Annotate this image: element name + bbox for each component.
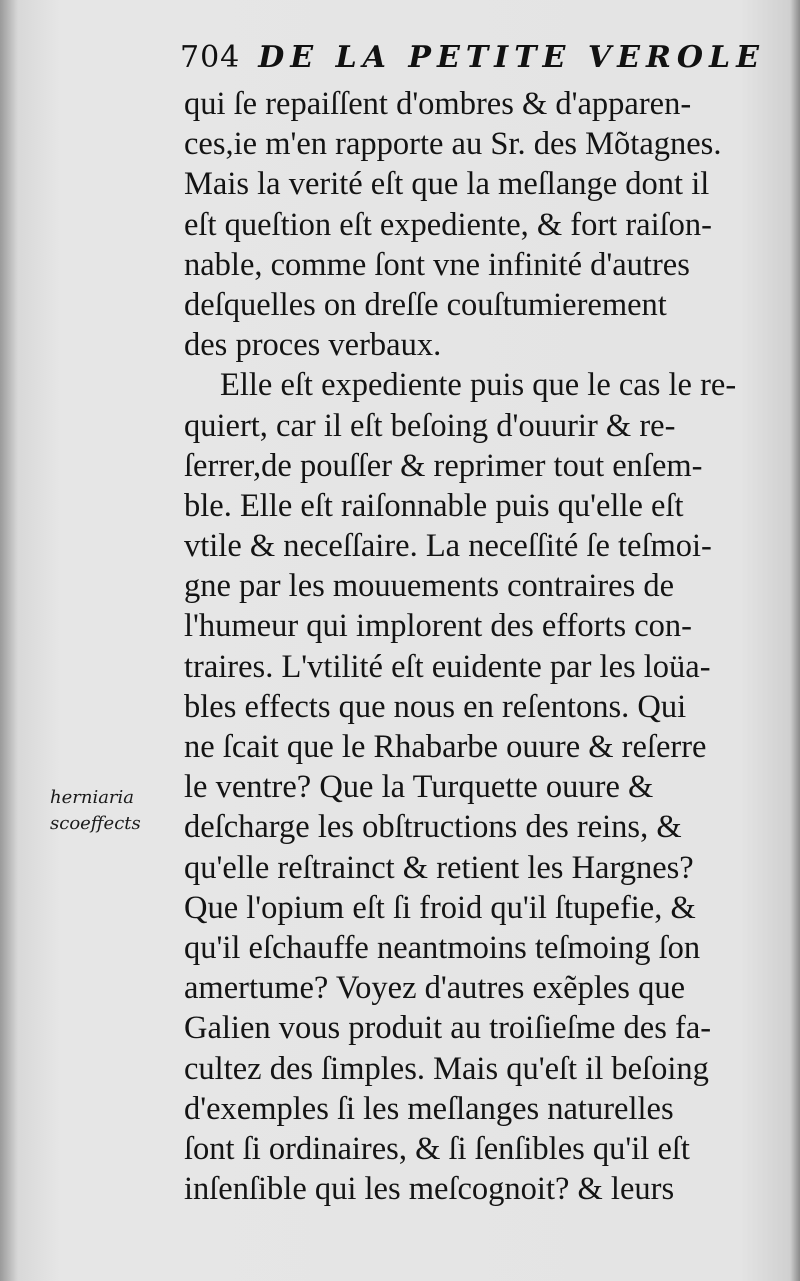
paragraph-first-line: Elle eſt expediente puis que le cas le re- bbox=[220, 367, 737, 404]
text-line: Galien vous produit au troiſieſme des fa- bbox=[184, 1010, 712, 1047]
text-line: l'humeur qui implorent des efforts con- bbox=[184, 608, 692, 645]
text-line: deſcharge les obſtructions des reins, & bbox=[184, 809, 682, 846]
text-line: d'exemples ſi les meſlanges naturelles bbox=[184, 1090, 674, 1127]
text-line: ne ſcait que le Rhabarbe ouure & reſerre bbox=[184, 729, 707, 765]
marginal-handwritten-note bbox=[50, 785, 180, 837]
text-line: qu'il eſchauffe neantmoins teſmoing ſon bbox=[184, 929, 701, 966]
text-line: le ventre? Que la Turquette ouure & bbox=[184, 769, 654, 806]
text-line: vtile & neceſſaire. La neceſſité ſe teſmoi- bbox=[184, 528, 712, 565]
text-line: des proces verbaux. bbox=[184, 327, 442, 364]
page-number: 704 bbox=[180, 40, 241, 75]
text-line: Mais la verité eſt que la meſlange dont il bbox=[184, 166, 710, 203]
text-line: ſerrer,de pouſſer & reprimer tout enſem- bbox=[184, 447, 703, 484]
text-line: qui ſe repaiſſent d'ombres & d'apparen- bbox=[184, 86, 692, 122]
text-line: nable, comme ſont vne infinité d'autres bbox=[184, 246, 690, 283]
text-line: gne par les mouuements contraires de bbox=[184, 568, 675, 605]
text-line: deſquelles on dreſſe couſtumierement bbox=[184, 286, 667, 323]
text-line: eſt queſtion eſt expediente, & fort raiſon- bbox=[184, 206, 712, 243]
text-line: quiert, car il eſt beſoing d'ouurir & re- bbox=[184, 407, 676, 444]
text-line: inſenſible qui les meſcognoit? & leurs bbox=[184, 1171, 675, 1208]
text-line: traires. L'vtilité eſt euidente par les loüa- bbox=[184, 648, 711, 685]
text-line: ces,ie m'en rapporte au Sr. des Mõtagnes. bbox=[184, 126, 722, 163]
body-text bbox=[184, 84, 780, 1209]
text-line: qu'elle reſtrainct & retient les Hargnes? bbox=[184, 849, 694, 886]
running-title: DE LA PETITE VEROLE bbox=[258, 40, 765, 75]
text-line: ſont ſi ordinaires, & ſi ſenſibles qu'il eſt bbox=[184, 1130, 690, 1167]
page-header bbox=[180, 40, 765, 75]
text-line: cultez des ſimples. Mais qu'eſt il beſoing bbox=[184, 1050, 709, 1087]
margin-note-line: scoeffects bbox=[50, 813, 141, 834]
text-line: ble. Elle eſt raiſonnable puis qu'elle eſt bbox=[184, 487, 684, 524]
margin-note-line: herniaria bbox=[50, 787, 135, 808]
text-line: bles effects que nous en reſentons. Qui bbox=[184, 688, 687, 725]
text-line: amertume? Voyez d'autres exẽples que bbox=[184, 970, 685, 1007]
text-line: Que l'opium eſt ſi froid qu'il ſtupefie, & bbox=[184, 889, 696, 926]
